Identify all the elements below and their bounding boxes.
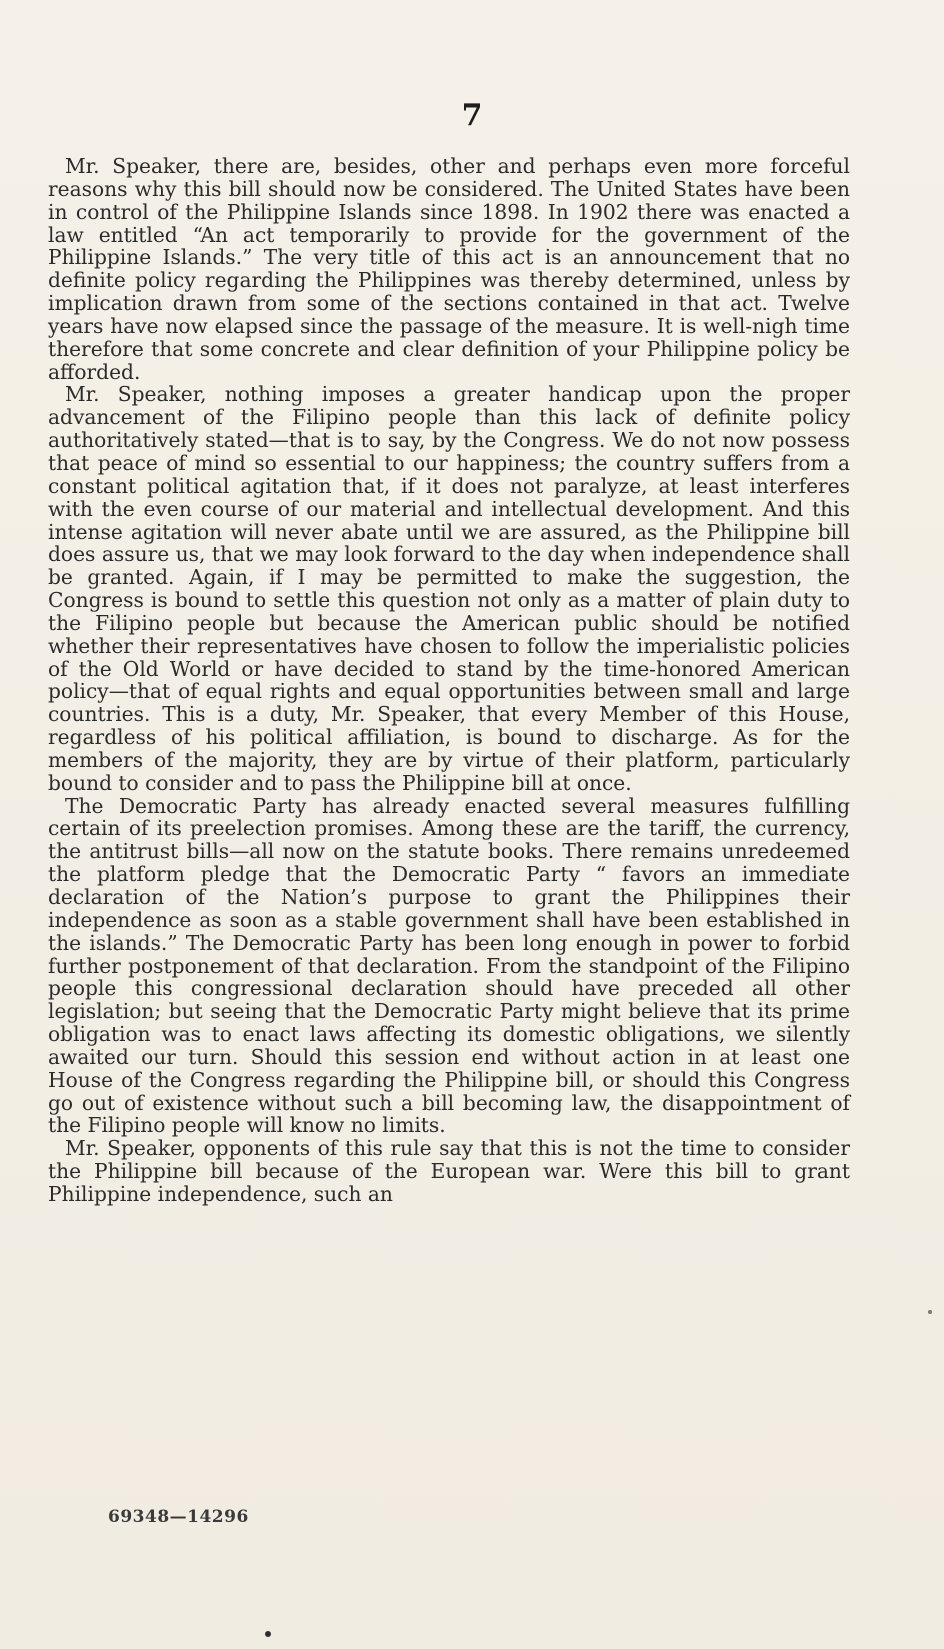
ink-speck (928, 1310, 932, 1314)
paragraph-4: Mr. Speaker, opponents of this rule say that this is not the time to consider the Philippine bill because of the European war. Were this bill to grant Philippine independence, such an (48, 1136, 850, 1206)
print-job-code: 69348—14296 (108, 1507, 249, 1527)
body-text (48, 155, 850, 1206)
paragraph-2: Mr. Speaker, nothing imposes a greater handicap upon the proper advancement of the Filipino people than this lack of definite policy authoritatively stated—that is to say, by the Congress. We do not now possess that peace of mind so essential to our happiness; the country suffers from a constant political agitation that, if it does not paralyze, at least interferes with the even course of our material and intellectual development. And this intense agitation will never abate until we are assured, as the Philippine bill does assure us, that we may look forward to the day when independence shall be granted. Again, if I may be permitted to make the suggestion, the Congress is bound to settle this question not only as a matter of plain duty to the Filipino people but because the American public should be notified whether their representatives have chosen to follow the imperialistic policies of the Old World or have decided to stand by the time-honored American policy—that of equal rights and equal opportunities between small and large countries. This is a duty, Mr. Speaker, that every Member of this House, regardless of his political affiliation, is bound to discharge. As for the members of the majority, they are by virtue of their platform, particularly bound to consider and to pass the Philippine bill at once. (48, 382, 850, 795)
paragraph-3: The Democratic Party has already enacted several measures fulfilling certain of its preelection promises. Among these are the tariff, the currency, the antitrust bills—all now on the statute books. There remains unredeemed the platform pledge that the Democratic Party “ favors an immediate declaration of the Nation’s purpose to grant the Philippines their independence as soon as a stable government shall have been established in the islands.” The Democratic Party has been long enough in power to forbid further postponement of that declaration. From the standpoint of the Filipino people this congressional declaration should have preceded all other legislation; but seeing that the Democratic Party might believe that its prime obligation was to enact laws affecting its domestic obligations, we silently awaited our turn. Should this session end without action in at least one House of the Congress regarding the Philippine bill, or should this Congress go out of existence without such a bill becoming law, the disappointment of the Filipino people will know no limits. (48, 793, 850, 1138)
ink-speck (265, 1631, 271, 1637)
paragraph-1: Mr. Speaker, there are, besides, other and perhaps even more forceful reasons why this bill should now be considered. The United States have been in control of the Philippine Islands since 1898. In 1902 there was enacted a law entitled “An act temporarily to provide for the government of the Philippine Islands.” The very title of this act is an announcement that no definite policy regarding the Philippines was thereby determined, unless by implication drawn from some of the sections contained in that act. Twelve years have now elapsed since the passage of the measure. It is well-nigh time therefore that some concrete and clear definition of your Philippine policy be afforded. (48, 154, 850, 384)
page-number: 7 (461, 98, 483, 133)
